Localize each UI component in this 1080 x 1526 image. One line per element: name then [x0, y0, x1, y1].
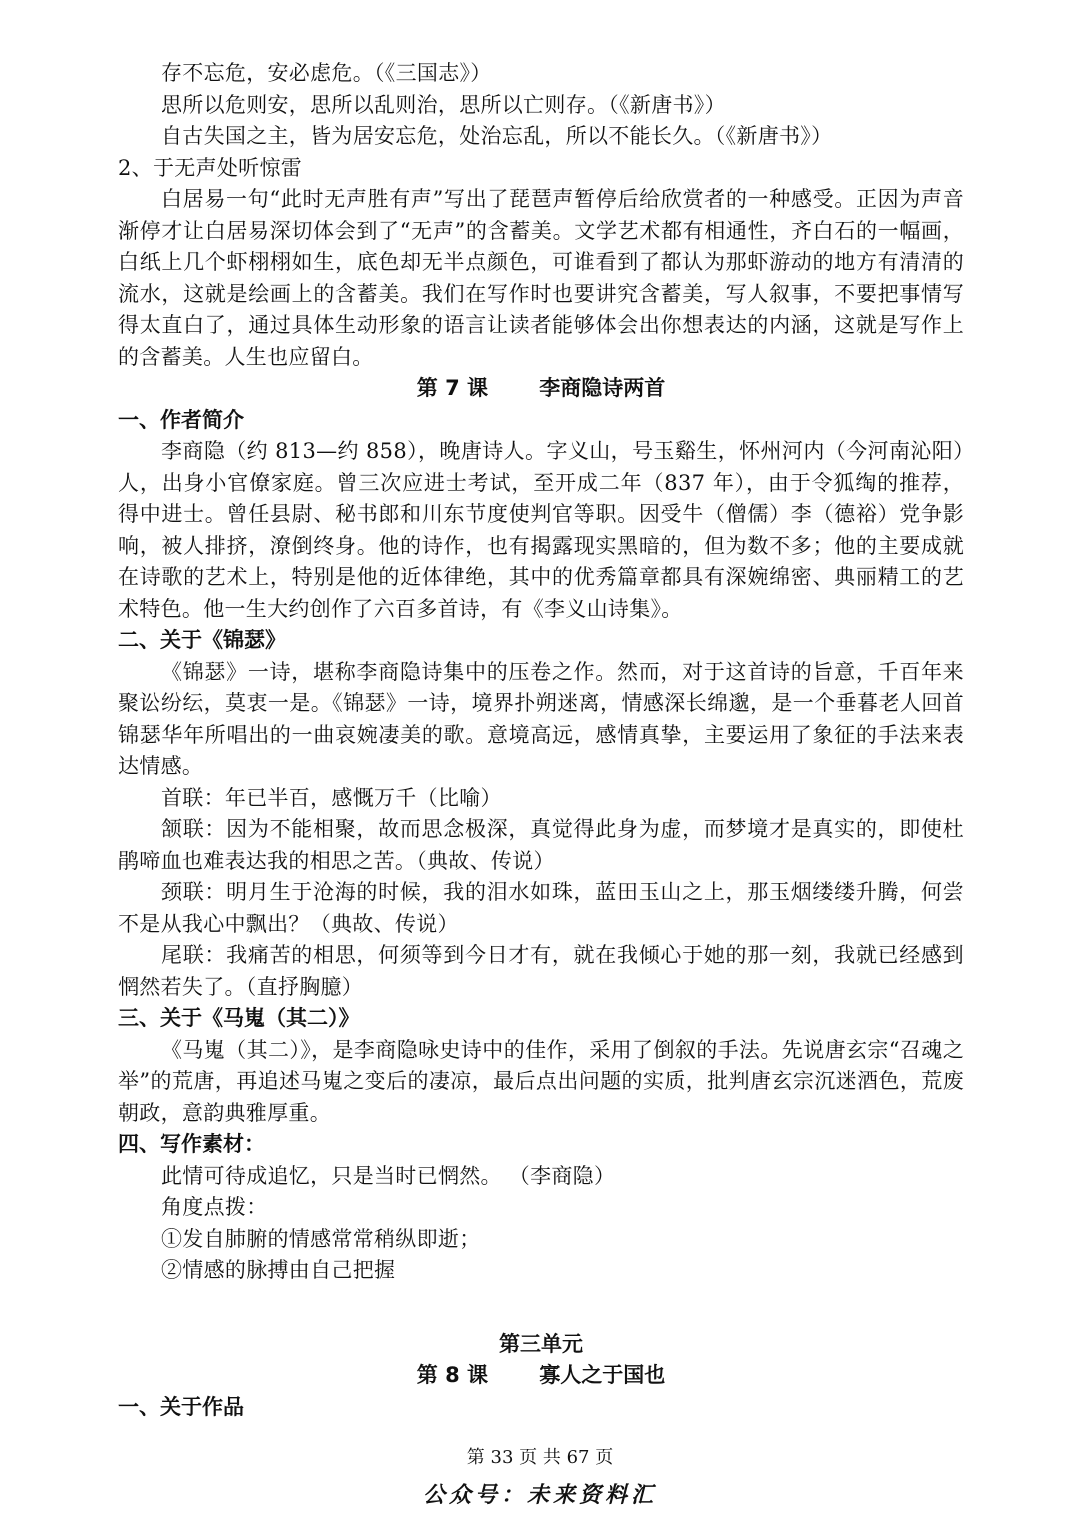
material-line: 此情可待成追忆，只是当时已惘然。 （李商隐）: [161, 1163, 616, 1188]
section-heading: 一、关于作品: [118, 1394, 244, 1419]
quote-line: 思所以危则安，思所以乱则治，思所以亡则存。（《新唐书》）: [161, 92, 726, 117]
section-paragraph: 李商隐（约 813—约 858），晚唐诗人。字义山，号玉谿生，怀州河内（今河南沁阳）人，出身小官僚家庭。曾三次应进士考试，至开成二年（837 年），由于令狐绹的推荐，得中进士。曾任县尉、秘书郎和川东节度使判官等职。因受牛（僧儒）李（德裕）党争影响，被人排挤，潦倒终身。他的诗作，也有揭露现实黑暗的，但为数不多；他的主要成就在诗歌的艺术上，特别是他的近体律绝，其中的优秀篇章都具有深婉绵密、典丽精工的艺术特色。他一生大约创作了六百多首诗，有《李义山诗集》。: [118, 439, 964, 621]
quote-line: 存不忘危，安必虑危。（《三国志》）: [161, 61, 492, 85]
lesson-title: 第 7 课 李商隐诗两首: [416, 376, 666, 400]
section-heading: 四、写作素材：: [118, 1132, 265, 1156]
couplet-paragraph: 首联：年已半百，感慨万千（比喻）: [161, 785, 502, 810]
page-content: [118, 58, 964, 1423]
unit-title: 第三单元: [499, 1331, 583, 1356]
section-paragraph: 《锦瑟》一诗，堪称李商隐诗集中的压卷之作。然而，对于这首诗的旨意，千百年来聚讼纷纭，莫衷一是。《锦瑟》一诗，境界扑朔迷离，情感深长绵邈，是一个垂暮老人回首锦瑟华年所唱出的一曲哀婉凄美的歌。意境高远，感情真挚，主要运用了象征的手法来表达情感。: [118, 659, 964, 778]
couplet-paragraph: 尾联：我痛苦的相思，何须等到今日才有，就在我倾心于她的那一刻，我就已经感到惘然若失了。（直抒胸臆）: [118, 943, 964, 999]
section-paragraph: 《马嵬（其二）》，是李商隐咏史诗中的佳作，采用了倒叙的手法。先说唐玄宗“召魂之举”的荒唐，再追述马嵬之变后的凄凉，最后点出问题的实质，批判唐玄宗沉迷酒色，荒废朝政，意韵典雅厚重。: [118, 1037, 964, 1125]
material-line: 角度点拨：: [161, 1195, 268, 1219]
material-line: ②情感的脉搏由自己把握: [161, 1258, 396, 1282]
watermark: 公众号：未来资料汇: [422, 1482, 657, 1508]
section-heading: 2、于无声处听惊雷: [118, 155, 303, 180]
material-line: ①发自肺腑的情感常常稍纵即逝；: [161, 1226, 481, 1251]
page-number: 第 33 页 共 67 页: [466, 1447, 614, 1468]
section-paragraph: 白居易一句“此时无声胜有声”写出了琵琶声暂停后给欣赏者的一种感受。正因为声音渐停才让白居易深切体会到了“无声”的含蓄美。文学艺术都有相通性，齐白石的一幅画，白纸上几个虾栩栩如生，底色却无半点颜色，可谁看到了都认为那虾游动的地方有清清的流水，这就是绘画上的含蓄美。我们在写作时也要讲究含蓄美，写人叙事，不要把事情写得太直白了，通过具体生动形象的语言让读者能够体会出你想表达的内涵，这就是写作上的含蓄美。人生也应留白。: [118, 187, 964, 369]
couplet-paragraph: 颔联：因为不能相聚，故而思念极深，真觉得此身为虚，而梦境才是真实的，即使杜鹃啼血也难表达我的相思之苦。（典故、传说）: [118, 817, 964, 873]
couplet-paragraph: 颈联：明月生于沧海的时候，我的泪水如珠，蓝田玉山之上，那玉烟缕缕升腾，何尝不是从我心中飘出？（典故、传说）: [118, 880, 964, 936]
section-heading: 一、作者简介: [118, 407, 244, 432]
section-heading: 二、关于《锦瑟》: [118, 628, 286, 652]
lesson-title: 第 8 课 寡人之于国也: [416, 1363, 666, 1387]
spacer: [118, 1287, 964, 1329]
section-heading: 三、关于《马嵬（其二）》: [118, 1006, 360, 1030]
quote-line: 自古失国之主，皆为居安忘危，处治忘乱，所以不能长久。（《新唐书》）: [161, 124, 833, 148]
